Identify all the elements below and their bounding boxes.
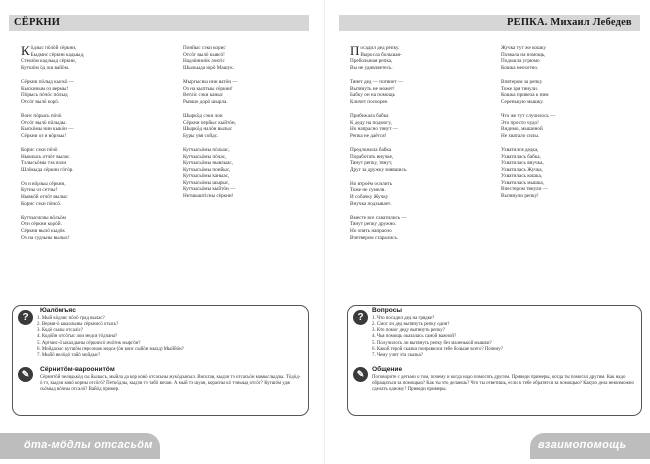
question-item: 7. Чему учит эта сказка?	[372, 352, 423, 358]
poem-stanza	[350, 79, 407, 105]
drop-cap-letter: К	[21, 43, 30, 58]
pencil-icon: ✎	[18, 367, 33, 382]
left-page-title: СЁРКНИ	[14, 17, 61, 28]
poem-line: Кошка привела к ним	[501, 92, 549, 99]
poem-stanza	[21, 113, 76, 139]
poem-line: К деду на подмогу,	[350, 119, 392, 126]
question-item: 2. Верми-ӧ ыкаолыны сёркнисӧ отысь?	[37, 322, 119, 328]
question-icon: ?	[353, 310, 368, 325]
poem-stanza	[501, 147, 555, 200]
poem-line: Предложила бабка	[350, 146, 392, 153]
poem-line: Пӧрысь пӧчӧс пӧлыд	[21, 92, 68, 99]
poem-line: Стешӧм кадзьыд сёркни,	[21, 58, 76, 65]
poem-line: Вытянуть не может!	[350, 85, 395, 92]
poem-line: Отн сёркни корӧй.	[21, 221, 62, 228]
poem-line: Ухватилась внучка,	[501, 160, 544, 167]
right-discussion-title: Общение	[372, 366, 403, 373]
poem-line: Вонс пӧрысь пӧчӧ	[21, 112, 62, 119]
poem-line: Вместе все схватились —	[350, 214, 407, 221]
poem-line: Понйыс сэки корис	[183, 45, 226, 51]
poem-line: Рывшо дорӧ шырла.	[183, 98, 228, 105]
left-discussion-title: Сёрнитӧм-вароонитӧм	[40, 366, 115, 373]
poem-line: Буры увя сойдс.	[183, 132, 219, 139]
poem-stanza	[350, 181, 407, 207]
poem-line: Отсӧг вылӧ корӧ.	[21, 98, 60, 105]
poem-stanza	[350, 215, 407, 241]
poem-line: Вы не удивляетесь.	[350, 64, 393, 71]
poem-line: Отсӧг вылӧ пӧлыды.	[21, 119, 67, 126]
right-questions-title: Вопросы	[372, 307, 403, 314]
poem-line: Кыскиным оз вермы!	[21, 85, 69, 92]
poem-line: Это просто чудо!	[501, 119, 539, 126]
poem-line: Шыльыда юрӧ Машук.	[183, 64, 235, 71]
poem-stanza	[21, 147, 76, 173]
question-icon: ?	[18, 310, 33, 325]
poem-stanza	[183, 45, 237, 71]
poem-line: Кошка неохотно.	[501, 64, 539, 71]
left-questions-title: Юалӧмъяс	[40, 307, 76, 314]
poem-line: Оз на кыптыы сёркни!	[183, 85, 233, 92]
question-item: 1. Что посадил дед на грядке?	[372, 316, 435, 321]
poem-line: Оз на судзьны вылыс!	[21, 234, 70, 241]
poem-line: Оз и вӧрзьы сёркни,	[21, 180, 66, 187]
poem-line: Не хватало силы.	[501, 132, 540, 139]
poem-line: Кутчысисны вӧльӧм	[21, 214, 66, 221]
poem-line: Быдмис сёркни кадыыд,	[30, 51, 85, 58]
poem-line: И собачку Жучку	[350, 194, 389, 201]
question-item: 6. Какой герой сказки понравился тебе больше всего? Почему?	[372, 346, 504, 352]
poem-line: Впестером тянули —	[501, 186, 548, 193]
question-item: 4. Чья помощь оказалась самой важной?	[372, 334, 457, 340]
poem-line: Серенькую мышку.	[501, 98, 544, 105]
poem-line: Жучка тут же кошку	[501, 45, 546, 51]
poem-line: Что же тут случилось —	[501, 112, 556, 119]
poem-line: Позвала на помощь,	[501, 51, 546, 58]
poem-line: Подошла угрюмо	[501, 58, 540, 65]
question-item: 6. Мойдасыс кутшӧм персонаж медся (ӧн коис сыйӧн мылд) Мыййӧн?	[37, 346, 184, 352]
left-poem-column-2	[183, 45, 237, 207]
poem-line: Тянут репку дружно.	[350, 221, 397, 228]
poem-line: Ветліс сэки каныс	[183, 92, 224, 99]
poem-line: Тоже не сумели.	[350, 187, 386, 194]
poem-line: Видимо, мышиной	[501, 126, 543, 133]
poem-line: Кутчысьӧмы каныас,	[183, 173, 230, 180]
poem-line: Вчетвером старались.	[350, 234, 399, 241]
poem-line: Преболыная репка,	[350, 58, 393, 65]
poem-line: Кличет поскорее.	[350, 98, 389, 105]
poem-line: Ухватилась мышка,	[501, 179, 544, 186]
poem-line-rest: осадил дед репку.	[360, 45, 400, 51]
poem-line: Кутчысьӧмы шырыс,	[183, 179, 230, 186]
poem-line: Сёркни перйыс кыйтӧн,	[183, 119, 236, 126]
poem-line: Кутчысьӧмы пӧчас,	[183, 153, 227, 160]
poem-line: Кутшӧм ӧд ош вайӧм.	[21, 64, 70, 71]
question-item: 1. Мый кӧдзис пӧлӧ град вылас?	[37, 316, 105, 321]
right-questions-list	[372, 316, 503, 359]
poem-stanza	[501, 113, 555, 139]
right-discussion-text: Поговорите с детьми о том, почему и когда надо помогать другим. Приведи примеры, когда ты помогал другим. Как надо обращаться за помощью? Как ты это делаешь? Что ты ответишь, если к тебе обратятся за помощью? Какую дела невозможно сделать одному? Приведи примеры.	[372, 375, 634, 393]
poem-stanza	[501, 79, 555, 105]
left-poem-column-1	[21, 43, 85, 249]
poem-line: Ухватилась кошка,	[501, 173, 543, 180]
poem-stanza	[350, 147, 407, 173]
pencil-icon: ✎	[353, 367, 368, 382]
right-page-title: РЕПКА. Михаил Лебедев	[507, 17, 632, 28]
question-item: 7. Мыйӧ велӧдӧ тайӧ мойдыс?	[37, 352, 101, 358]
poem-line: Шлӧкыда сёркни гӧгӧр.	[21, 166, 74, 173]
poem-line: Ухватилась бабка,	[501, 153, 541, 160]
poem-stanza	[183, 147, 237, 200]
question-item: 2. Смог ли дед вытянуть репку один?	[372, 322, 450, 328]
poem-line: Впятером за репку	[501, 78, 543, 85]
poem-line: Тэлысьӧмы тэк вэли	[21, 160, 67, 167]
poem-line: Нетшыштісны сёркни!	[183, 193, 234, 200]
poem-line: Кутчысьӧмы пӧлыас,	[183, 146, 230, 153]
poem-line: Тянут репку, тянут,	[350, 160, 393, 167]
poem-line: Сёркни пӧлыд кыскӧ —	[21, 78, 75, 85]
poem-line: Сёркни вылӧ кыдӧк	[21, 228, 65, 235]
poem-line: Ухватился дедка,	[501, 146, 539, 153]
poem-line: Надзӧнинӧк локтіс	[183, 58, 225, 65]
poem-line: Тоже зря тянули.	[501, 85, 539, 92]
drop-cap-letter: П	[350, 43, 360, 58]
poem-line: Ухватилась Жучка,	[501, 166, 543, 173]
left-questions-list	[37, 316, 184, 359]
poem-line: Внучка подзывает.	[350, 200, 392, 207]
right-poem-column-1	[350, 45, 407, 249]
question-item: 5. Получилось ли вытянуть репку без маленькой мышки?	[372, 340, 492, 346]
poem-line: Сёркни оз и вӧрзьы!	[21, 132, 67, 139]
right-page	[325, 0, 650, 464]
poem-stanza	[350, 113, 407, 139]
poem-line: Выросла большая-	[360, 51, 402, 58]
poem-line: Нывлысь отчӧт вылас.	[21, 153, 71, 160]
poem-line: Кутчысьӧмы нывлыас,	[183, 160, 233, 167]
question-item: 3. Кто помог деду вытянуть репку?	[372, 328, 445, 334]
question-item: 5. Артмис-ӧ ыкалдыны сёркнисӧ ичӧтик мыргӧн?	[37, 340, 141, 346]
poem-line: Бабку он на помощь	[350, 92, 395, 99]
poem-line: Корис сэки пӧчӧ	[21, 146, 58, 153]
poem-line: Кутчысьӧмы понйыс,	[183, 166, 231, 173]
poem-stanza	[501, 45, 555, 71]
poem-stanza	[21, 43, 85, 71]
poem-line: Отсӧг вылӧ кывсӧ!	[183, 51, 225, 58]
poem-line: Тянет дед — потянет —	[350, 78, 404, 85]
question-item: 4. Кодӧйн отсӧгыс лои медся тӧдчана?	[37, 334, 118, 340]
poem-line: Но напрасно тянут —	[350, 126, 398, 133]
poem-stanza	[21, 181, 76, 207]
left-discussion-text: Сёрнитӧй челядькӧд сы йылысь, мыйла да кор ковӧ отсасьны мукӧдъясыл. Висьтав, кыдзи тэ отсасьӧн мамыслыдлы. Тӧдӧд-ӧ тэ, кыдзи ковӧ корны отсӧгӧ? Петкӧдлы, кыдзи тэ табӧ вочан. А мый тэ шуан, корасны кӧ тэныыд отсӧг? Кутшӧм удж сьӧмыд вӧчны отсалӧ? Вайӧд пример.	[40, 375, 301, 393]
right-poem-column-2	[501, 45, 555, 207]
poem-line: Шыркӧд налӧн вылыс	[183, 126, 233, 133]
poem-line: Кутны оз сетчы!	[21, 187, 58, 194]
poem-line: Репка не даётся!	[350, 132, 387, 139]
poem-line: Нывкӧй отчӧт вылыс	[21, 194, 68, 201]
left-footer-title: ӧтa-мӧдлы отсасьӧм	[24, 439, 153, 451]
poem-line: Кыскӧмы нин кыкӧн —	[21, 126, 74, 133]
poem-stanza	[183, 79, 237, 105]
poem-line: Вытянули репку!	[501, 193, 539, 200]
poem-line: Корис сэки пӧнсӧ.	[21, 200, 62, 207]
poem-line-rest: ӧдзыс пӧлӧй сёркни,	[30, 45, 77, 51]
poem-stanza	[350, 45, 407, 71]
poem-stanza	[183, 113, 237, 139]
poem-line: Но втроём осилить	[350, 180, 393, 187]
poem-stanza	[21, 79, 76, 105]
poem-line: Поработать внучке,	[350, 153, 394, 160]
poem-line: Но опять напрасно	[350, 228, 392, 235]
poem-stanza	[21, 215, 76, 241]
right-footer-title: взаимопомощь	[538, 439, 627, 451]
poem-line: Друг за дружку взявшись.	[350, 166, 408, 173]
poem-line: Шыркӧд сэки лои	[183, 112, 223, 119]
poem-line: Прибежала бабка	[350, 112, 389, 119]
question-item: 3. Кодӧ сылы отсаліс?	[37, 328, 83, 334]
poem-line: Мыргысны нин ватӧн —	[183, 78, 238, 85]
poem-line: Кутчысьӧмы кыйтӧн —	[183, 186, 236, 193]
